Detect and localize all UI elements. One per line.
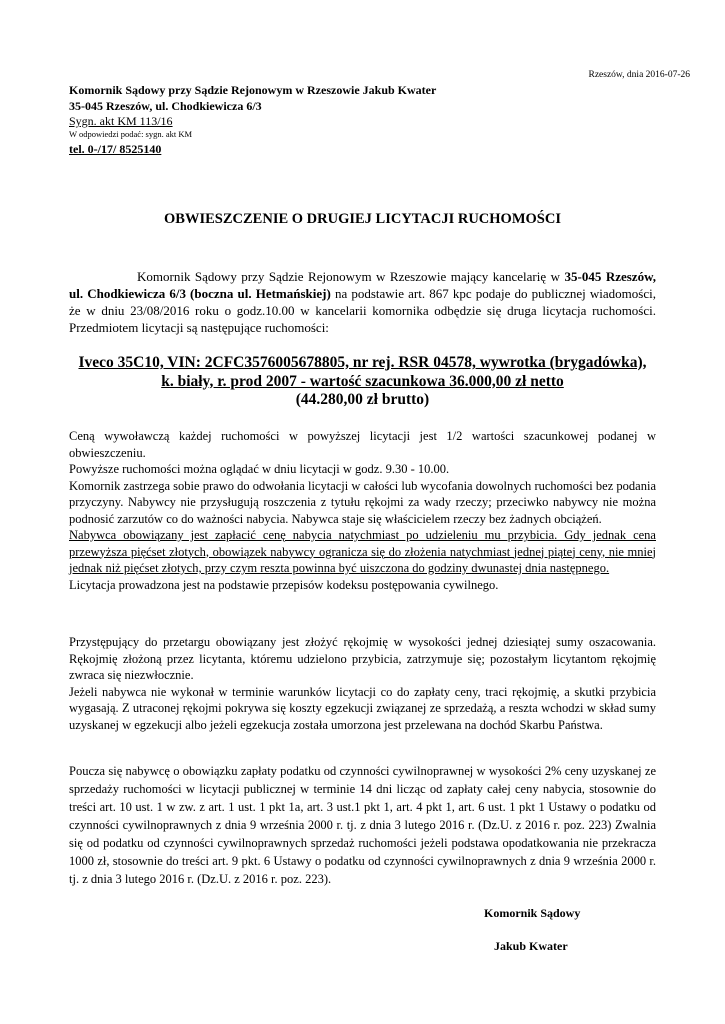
deposit-paragraph: Przystępujący do przetargu obowiązany jest złożyć rękojmię w wysokości jednej dziesiątej sumy oszacowania. Rękojmię złożoną przez licytanta, któremu udzielono przybicia, zatrzymuje się; pozostałym licytantom rękojmię zwraca się niezwłocznie. (69, 635, 656, 682)
deposit-forfeit-paragraph: Jeżeli nabywca nie wykonał w terminie warunków licytacji co do zapłaty ceny, traci rękojmię, a skutki przybicia wygasają. Z utraconej rękojmi pokrywa się koszty egzekucji związanej ze sprzedażą, a reszta wchodzi w skład sumy uzyskanej w egzekucji albo jeżeli egzekucja została umorzona jest przelewana na dochód Skarbu Państwa. (69, 684, 656, 732)
signature-name: Jakub Kwater (494, 939, 568, 953)
reply-reference-note: W odpowiedzi podać: sygn. akt KM (69, 129, 193, 139)
tax-block (69, 762, 656, 888)
intro-paragraph (69, 268, 656, 336)
bailiff-address: 35-045 Rzeszów, ul. Chodkiewicza 6/3 (69, 99, 262, 113)
document-date: Rzeszów, dnia 2016-07-26 (588, 70, 690, 80)
intro-address: 35-045 Rzeszów, ul. Chodkiewicza 6/3 (boczna ul. Hetmańskiej) (69, 269, 656, 301)
phone-number: tel. 0-/17/ 8525140 (69, 142, 162, 156)
legal-basis-paragraph: Licytacja prowadzona jest na podstawie przepisów kodeksu postępowania cywilnego. (69, 577, 499, 592)
item-line-3: (44.280,00 zł brutto) (295, 391, 430, 408)
auction-item (60, 354, 665, 410)
item-line-1: Iveco 35C10, VIN: 2CFC3576005678805, nr rej. RSR 04578, wywrotka (brygadówka), (78, 354, 647, 371)
case-signature: Sygn. akt KM 113/16 (69, 114, 173, 128)
tax-paragraph: Poucza się nabywcę o obowiązku zapłaty podatku od czynności cywilnoprawnej w wysokości 2% ceny uzyskanej ze sprzedaży ruchomości w licytacji publicznej w terminie 14 dni licząc od zapłaty całej ceny nabycia, stosownie do treści art. 10 ust. 1 w zw. z art. 1 ust. 1 pkt 1a, art. 3 ust.1 pkt 1, art. 4 pkt 1, art. 6 ust. 1 pkt 1 Ustawy o podatku od czynności cywilnoprawnych z dnia 9 września 2000 r. tj. z dnia 3 lutego 2016 r. (Dz.U. z 2016 r. poz. 223) Zwalnia się od podatku od czynności cywilnoprawnych sprzedaż ruchomości jeżeli podstawa opodatkowania nie przekracza 1000 zł, stosownie do treści art. 9 pkt. 6 Ustawy o podatku od czynności cywilnoprawnych z dnia 9 września 2000 r. tj. z dnia 3 lutego 2016 r. (Dz.U. z 2016 r. poz. 223). (69, 764, 656, 886)
starting-price-paragraph: Ceną wywoławczą każdej ruchomości w powyższej licytacji jest 1/2 wartości szacunkowej podanej w obwieszczeniu. (69, 429, 656, 460)
item-line-2: k. biały, r. prod 2007 - wartość szacunkowa 36.000,00 zł netto (161, 372, 564, 390)
document-title: OBWIESZCZENIE O DRUGIEJ LICYTACJI RUCHOMOŚCI (164, 211, 561, 227)
intro-text-end: na podstawie art. 867 kpc podaje do publicznej wiadomości, że w dniu 23/08/2016 roku o godz.10.00 w kancelarii komornika odbędzie się druga licytacja ruchomości. Przedmiotem licytacji są następujące ruchomości: (69, 286, 656, 335)
deposit-block (69, 634, 656, 733)
viewing-hours-paragraph: Powyższe ruchomości można oglądać w dniu licytacji w godz. 9.30 - 10.00. (69, 462, 450, 476)
intro-text-start: Komornik Sądowy przy Sądzie Rejonowym w Rzeszowie mający kancelarię w (137, 269, 565, 284)
reservation-paragraph: Komornik zastrzega sobie prawo do odwołania licytacji w całości lub wycofania dowolnych ruchomości bez podania przyczyny. Nabywcy nie przysługują roszczenia z tytułu rękojmi za wady rzeczy; przeciwko nabywcy nie można podnosić zarzutów co do ważności nabycia. Nabywca staje się właścicielem rzeczy bez żadnych obciążeń. (69, 478, 656, 526)
signature-title: Komornik Sądowy (484, 906, 581, 920)
payment-terms-paragraph: Nabywca obowiązany jest zapłacić cenę nabycia natychmiast po udzieleniu mu przybicia. Gdy jednak cena przewyższa pięćset złotych, obowiązek nabywcy ogranicza się do złożenia natychmiast jednej piątej ceny, nie mniej jednak niż pięćset złotych, przy czym reszta powinna być uiszczona do godziny dwunastej dnia następnego. (69, 528, 656, 575)
bailiff-name: Komornik Sądowy przy Sądzie Rejonowym w Rzeszowie Jakub Kwater (69, 83, 437, 97)
auction-terms-block (69, 428, 656, 593)
